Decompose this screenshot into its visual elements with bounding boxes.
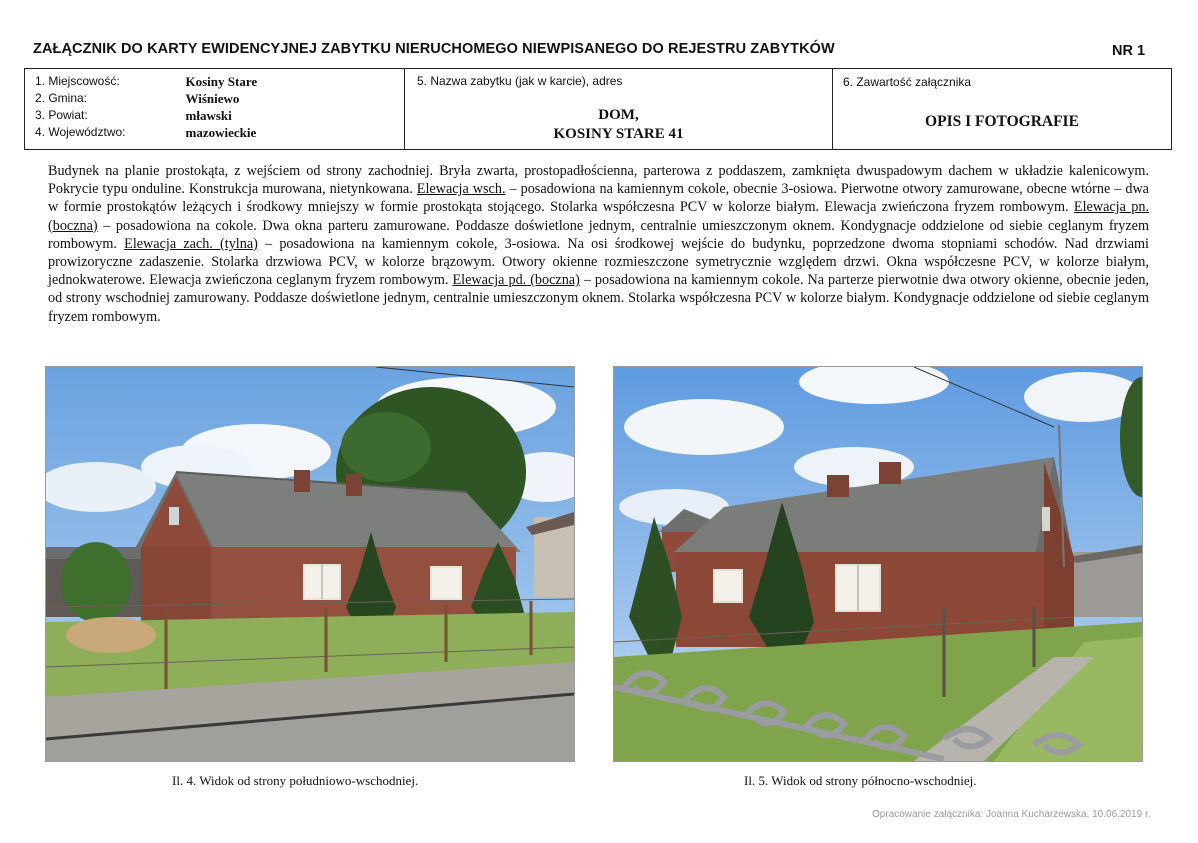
contents-cell bbox=[833, 69, 1171, 149]
county-label: 3. Powiat: bbox=[35, 108, 88, 122]
elevation-east-heading: Elewacja wsch. bbox=[416, 181, 506, 198]
description-text: Budynek na planie prostokąta, z wejściem od strony zachodniej. Bryła zwarta, prostopadłościenna, parterowa z poddaszem, zamknięta dwuspadowym dachem w układzie kalenicowym. Pokrycie typu onduline. Konstrukcja murowana, nietynkowana. Elewacja wsch. – posadowiona na kamiennym cokole, obecnie 3-osiowa. Pierwotne otwory zamurowane, obecne wtórne – dwa w formie prostokątów leżących i środkowy mniejszy w formie prostokąta stojącego. Stolarka współczesna PCV w kolorze białym. Elewacja zwieńczona fryzem rombowym. Elewacja pn. (boczna) – posadowiona na cokole. Dwa okna parteru zamurowane. Poddasze doświetlone jednym, centralnie umieszczonym oknem. Kondygnacje oddzielone od siebie ceglanym fryzem rombowym. Elewacja zach. (tylna) – posadowiona na kamiennym cokole, 3-osiowa. Na osi środkowej wejście do budynku, poprzedzone dwoma stopniami schodów. Nad drzwiami prowizoryczne zadaszenie. Stolarka drzwiowa PCV, w kolorze brązowym. Otwory okienne rozmieszczone symetrycznie względem drzwi. Okna współczesne PCV, w kolorze białym, jednokwaterowe. Elewacja zwieńczona ceglanym fryzem rombowym. Elewacja pd. (boczna) – posadowiona na kamiennym cokole. Na parterze pierwotnie dwa otwory okienne, obecnie jeden, od strony wschodniej zamurowany. Poddasze doświetlone jednym, centralnie umieszczonym oknem. Stolarka współczesna PCV w kolorze białym. Kondygnacje oddzielone od siebie ceglanym fryzem rombowym. bbox=[48, 163, 1149, 325]
county-value: mławski bbox=[185, 108, 232, 123]
commune-value: Wiśniewo bbox=[185, 91, 240, 106]
location-value: Kosiny Stare bbox=[185, 74, 258, 89]
voivodeship-value: mazowieckie bbox=[185, 125, 257, 140]
contents-label: 6. Zawartość załącznika bbox=[843, 75, 972, 89]
author-footer: Opracowanie załącznika: Joanna Kucharzewska, 10.06.2019 r. bbox=[872, 809, 1151, 820]
contents-value: OPIS I FOTOGRAFIE bbox=[925, 113, 1079, 130]
monument-address-value: KOSINY STARE 41 bbox=[553, 126, 684, 142]
photo-caption-1: Il. 4. Widok od strony południowo-wschodniej. bbox=[172, 773, 419, 788]
commune-label: 2. Gmina: bbox=[35, 91, 88, 105]
info-table bbox=[24, 68, 1172, 150]
document-title: ZAŁĄCZNIK DO KARTY EWIDENCYJNEJ ZABYTKU NIERUCHOMEGO NIEWPISANEGO DO REJESTRU ZABYTKÓW bbox=[33, 41, 835, 57]
elevation-south-heading: Elewacja pd. (boczna) bbox=[452, 272, 580, 289]
attachment-number: NR 1 bbox=[1112, 43, 1146, 59]
location-cell bbox=[25, 69, 405, 149]
monument-name-value: DOM, bbox=[598, 107, 639, 123]
photo-north-east-view bbox=[613, 366, 1143, 762]
elevation-west-heading: Elewacja zach. (tylna) bbox=[124, 235, 258, 252]
location-label: 1. Miejscowość: bbox=[35, 74, 120, 88]
elevation-north-heading: Elewacja pn. (boczna) bbox=[48, 199, 1149, 234]
monument-name-cell bbox=[405, 69, 833, 149]
photo-south-east-view bbox=[45, 366, 575, 762]
photo-caption-2: Il. 5. Widok od strony północno-wschodniej. bbox=[744, 773, 977, 788]
monument-name-label: 5. Nazwa zabytku (jak w karcie), adres bbox=[417, 74, 623, 88]
voivodeship-label: 4. Województwo: bbox=[35, 125, 126, 139]
